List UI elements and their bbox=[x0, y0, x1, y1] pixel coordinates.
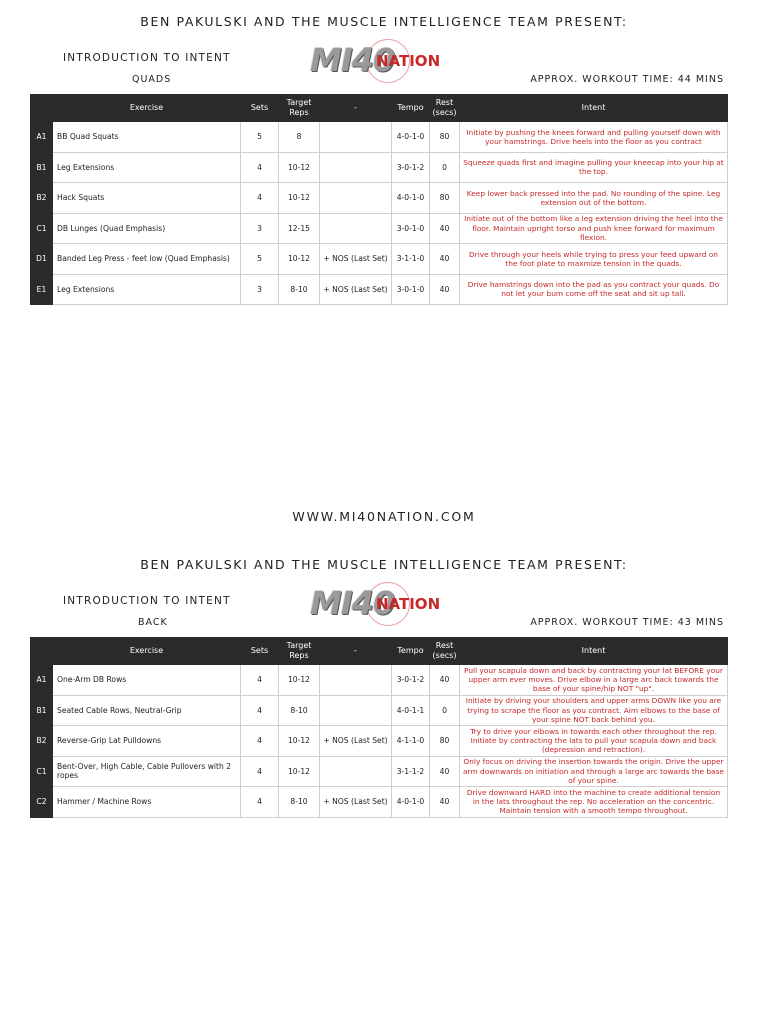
row-tempo: 3-0-1-2 bbox=[392, 665, 430, 696]
row-tempo: 4-0-1-0 bbox=[392, 122, 430, 153]
row-target-reps: 10-12 bbox=[279, 665, 320, 696]
row-rest: 40 bbox=[430, 665, 460, 696]
row-target-reps: 8-10 bbox=[279, 695, 320, 726]
header-rest: Rest (secs) bbox=[430, 638, 460, 665]
row-rest: 80 bbox=[430, 726, 460, 757]
row-extra: + NOS (Last Set) bbox=[320, 726, 392, 757]
exercise-table bbox=[30, 637, 728, 818]
row-rest: 0 bbox=[430, 695, 460, 726]
row-target-reps: 8 bbox=[279, 122, 320, 153]
row-extra bbox=[320, 183, 392, 214]
row-exercise: BB Quad Squats bbox=[53, 122, 241, 153]
row-tempo: 4-0-1-0 bbox=[392, 183, 430, 214]
row-exercise: Reverse-Grip Lat Pulldowns bbox=[53, 726, 241, 757]
row-extra: + NOS (Last Set) bbox=[320, 274, 392, 305]
row-extra bbox=[320, 122, 392, 153]
row-intent: Initiate out of the bottom like a leg extension driving the heel into the floor. Maintain upright torso and push knee forward for maximum flexion. bbox=[460, 213, 728, 244]
row-tempo: 3-1-1-0 bbox=[392, 244, 430, 275]
logo-nation-text: NATION bbox=[376, 52, 441, 70]
row-exercise: Leg Extensions bbox=[53, 152, 241, 183]
table-row bbox=[31, 213, 728, 244]
table-row bbox=[31, 726, 728, 757]
table-row bbox=[31, 665, 728, 696]
row-code: B2 bbox=[31, 183, 53, 214]
header-tempo: Tempo bbox=[392, 638, 430, 665]
row-rest: 40 bbox=[430, 274, 460, 305]
row-rest: 80 bbox=[430, 122, 460, 153]
row-target-reps: 8-10 bbox=[279, 274, 320, 305]
row-intent: Try to drive your elbows in towards each other throughout the rep. Initiate by contracting the lats to pull your scapula down and back (depression and retraction). bbox=[460, 726, 728, 757]
row-target-reps: 10-12 bbox=[279, 152, 320, 183]
row-exercise: Leg Extensions bbox=[53, 274, 241, 305]
row-extra bbox=[320, 152, 392, 183]
row-intent: Drive downward HARD into the machine to create additional tension in the lats throughout the rep. No acceleration on the concentric. Maintain tension with a smooth tempo throughout. bbox=[460, 787, 728, 818]
header-sets: Sets bbox=[241, 638, 279, 665]
row-tempo: 4-1-1-0 bbox=[392, 726, 430, 757]
row-intent: Only focus on driving the insertion towards the origin. Drive the upper arm downwards on initiation and through a large arc towards the base of your spine. bbox=[460, 756, 728, 787]
row-extra bbox=[320, 756, 392, 787]
row-code: D1 bbox=[31, 244, 53, 275]
presenter-heading: BEN PAKULSKI AND THE MUSCLE INTELLIGENCE TEAM PRESENT: bbox=[140, 14, 628, 29]
table-row bbox=[31, 695, 728, 726]
header-extra: - bbox=[320, 638, 392, 665]
website-url: WWW.MI40NATION.COM bbox=[292, 509, 476, 524]
row-sets: 3 bbox=[241, 213, 279, 244]
row-target-reps: 8-10 bbox=[279, 787, 320, 818]
row-target-reps: 12-15 bbox=[279, 213, 320, 244]
header-rest: Rest (secs) bbox=[430, 95, 460, 122]
row-sets: 5 bbox=[241, 244, 279, 275]
row-extra bbox=[320, 213, 392, 244]
header-code bbox=[31, 638, 53, 665]
row-code: C1 bbox=[31, 756, 53, 787]
row-code: C1 bbox=[31, 213, 53, 244]
row-rest: 40 bbox=[430, 787, 460, 818]
intro-title: INTRODUCTION TO INTENT bbox=[63, 595, 231, 607]
table-header-row bbox=[31, 95, 728, 122]
row-code: A1 bbox=[31, 122, 53, 153]
header-sets: Sets bbox=[241, 95, 279, 122]
row-exercise: One-Arm DB Rows bbox=[53, 665, 241, 696]
intro-title: INTRODUCTION TO INTENT bbox=[63, 52, 231, 64]
row-rest: 40 bbox=[430, 756, 460, 787]
row-sets: 5 bbox=[241, 122, 279, 153]
table-row bbox=[31, 122, 728, 153]
row-code: A1 bbox=[31, 665, 53, 696]
row-extra bbox=[320, 695, 392, 726]
table-row bbox=[31, 152, 728, 183]
row-exercise: Hammer / Machine Rows bbox=[53, 787, 241, 818]
row-tempo: 4-0-1-0 bbox=[392, 787, 430, 818]
workout-time: APPROX. WORKOUT TIME: 43 MINS bbox=[530, 617, 724, 628]
row-sets: 4 bbox=[241, 695, 279, 726]
row-target-reps: 10-12 bbox=[279, 244, 320, 275]
row-intent: Squeeze quads first and imagine pulling your kneecap into your hip at the top. bbox=[460, 152, 728, 183]
row-extra: + NOS (Last Set) bbox=[320, 244, 392, 275]
row-tempo: 4-0-1-1 bbox=[392, 695, 430, 726]
row-sets: 4 bbox=[241, 756, 279, 787]
row-rest: 40 bbox=[430, 213, 460, 244]
exercise-table bbox=[30, 94, 728, 305]
subject-label: BACK bbox=[138, 617, 168, 628]
row-exercise: Bent-Over, High Cable, Cable Pullovers with 2 ropes bbox=[53, 756, 241, 787]
row-tempo: 3-1-1-2 bbox=[392, 756, 430, 787]
row-code: C2 bbox=[31, 787, 53, 818]
row-intent: Initiate by pushing the knees forward and pulling yourself down with your hamstrings. Drive heels into the floor as you contract bbox=[460, 122, 728, 153]
row-target-reps: 10-12 bbox=[279, 756, 320, 787]
table-row bbox=[31, 274, 728, 305]
logo-mi40-text: MI40 bbox=[310, 41, 395, 79]
row-intent: Initiate by driving your shoulders and upper arms DOWN like you are trying to scrape the floor as you contract. Aim elbows to the base of your spine NOT back behind you. bbox=[460, 695, 728, 726]
row-sets: 4 bbox=[241, 726, 279, 757]
header-extra: - bbox=[320, 95, 392, 122]
row-sets: 4 bbox=[241, 183, 279, 214]
row-intent: Drive through your heels while trying to press your feed upward on the foot plate to maxmize tension in the quads. bbox=[460, 244, 728, 275]
header-exercise: Exercise bbox=[53, 638, 241, 665]
workout-time: APPROX. WORKOUT TIME: 44 MINS bbox=[530, 74, 724, 85]
row-intent: Keep lower back pressed into the pad. No rounding of the spine. Leg extension out of the bottom. bbox=[460, 183, 728, 214]
row-code: B2 bbox=[31, 726, 53, 757]
row-extra bbox=[320, 665, 392, 696]
mi40-nation-logo bbox=[310, 41, 450, 79]
presenter-heading: BEN PAKULSKI AND THE MUSCLE INTELLIGENCE TEAM PRESENT: bbox=[140, 557, 628, 572]
row-target-reps: 10-12 bbox=[279, 183, 320, 214]
row-sets: 4 bbox=[241, 665, 279, 696]
row-exercise: Seated Cable Rows, Neutral-Grip bbox=[53, 695, 241, 726]
header-exercise: Exercise bbox=[53, 95, 241, 122]
row-sets: 4 bbox=[241, 152, 279, 183]
row-target-reps: 10-12 bbox=[279, 726, 320, 757]
row-sets: 4 bbox=[241, 787, 279, 818]
table-body bbox=[31, 122, 728, 305]
row-exercise: Banded Leg Press - feet low (Quad Emphasis) bbox=[53, 244, 241, 275]
row-rest: 40 bbox=[430, 244, 460, 275]
row-extra: + NOS (Last Set) bbox=[320, 787, 392, 818]
header-intent: Intent bbox=[460, 638, 728, 665]
header-tempo: Tempo bbox=[392, 95, 430, 122]
table-row bbox=[31, 183, 728, 214]
table-row bbox=[31, 244, 728, 275]
row-rest: 0 bbox=[430, 152, 460, 183]
row-exercise: DB Lunges (Quad Emphasis) bbox=[53, 213, 241, 244]
table-row bbox=[31, 787, 728, 818]
header-target-reps: Target Reps bbox=[279, 95, 320, 122]
row-sets: 3 bbox=[241, 274, 279, 305]
row-tempo: 3-0-1-0 bbox=[392, 213, 430, 244]
row-tempo: 3-0-1-0 bbox=[392, 274, 430, 305]
logo-mi40-text: MI40 bbox=[310, 584, 395, 622]
row-intent: Drive hamstrings down into the pad as you contract your quads. Do not let your bum come off the seat and sit up tall. bbox=[460, 274, 728, 305]
table-header-row bbox=[31, 638, 728, 665]
mi40-nation-logo bbox=[310, 584, 450, 622]
logo-nation-text: NATION bbox=[376, 595, 441, 613]
row-exercise: Hack Squats bbox=[53, 183, 241, 214]
table-body bbox=[31, 665, 728, 818]
subject-label: QUADS bbox=[132, 74, 172, 85]
table-row bbox=[31, 756, 728, 787]
header-code bbox=[31, 95, 53, 122]
row-tempo: 3-0-1-2 bbox=[392, 152, 430, 183]
row-rest: 80 bbox=[430, 183, 460, 214]
header-intent: Intent bbox=[460, 95, 728, 122]
row-code: B1 bbox=[31, 695, 53, 726]
row-code: B1 bbox=[31, 152, 53, 183]
row-intent: Pull your scapula down and back by contracting your lat BEFORE your upper arm ever moves. Drive elbow in a large arc back towards the base of your spine/hip NOT "up". bbox=[460, 665, 728, 696]
header-target-reps: Target Reps bbox=[279, 638, 320, 665]
row-code: E1 bbox=[31, 274, 53, 305]
